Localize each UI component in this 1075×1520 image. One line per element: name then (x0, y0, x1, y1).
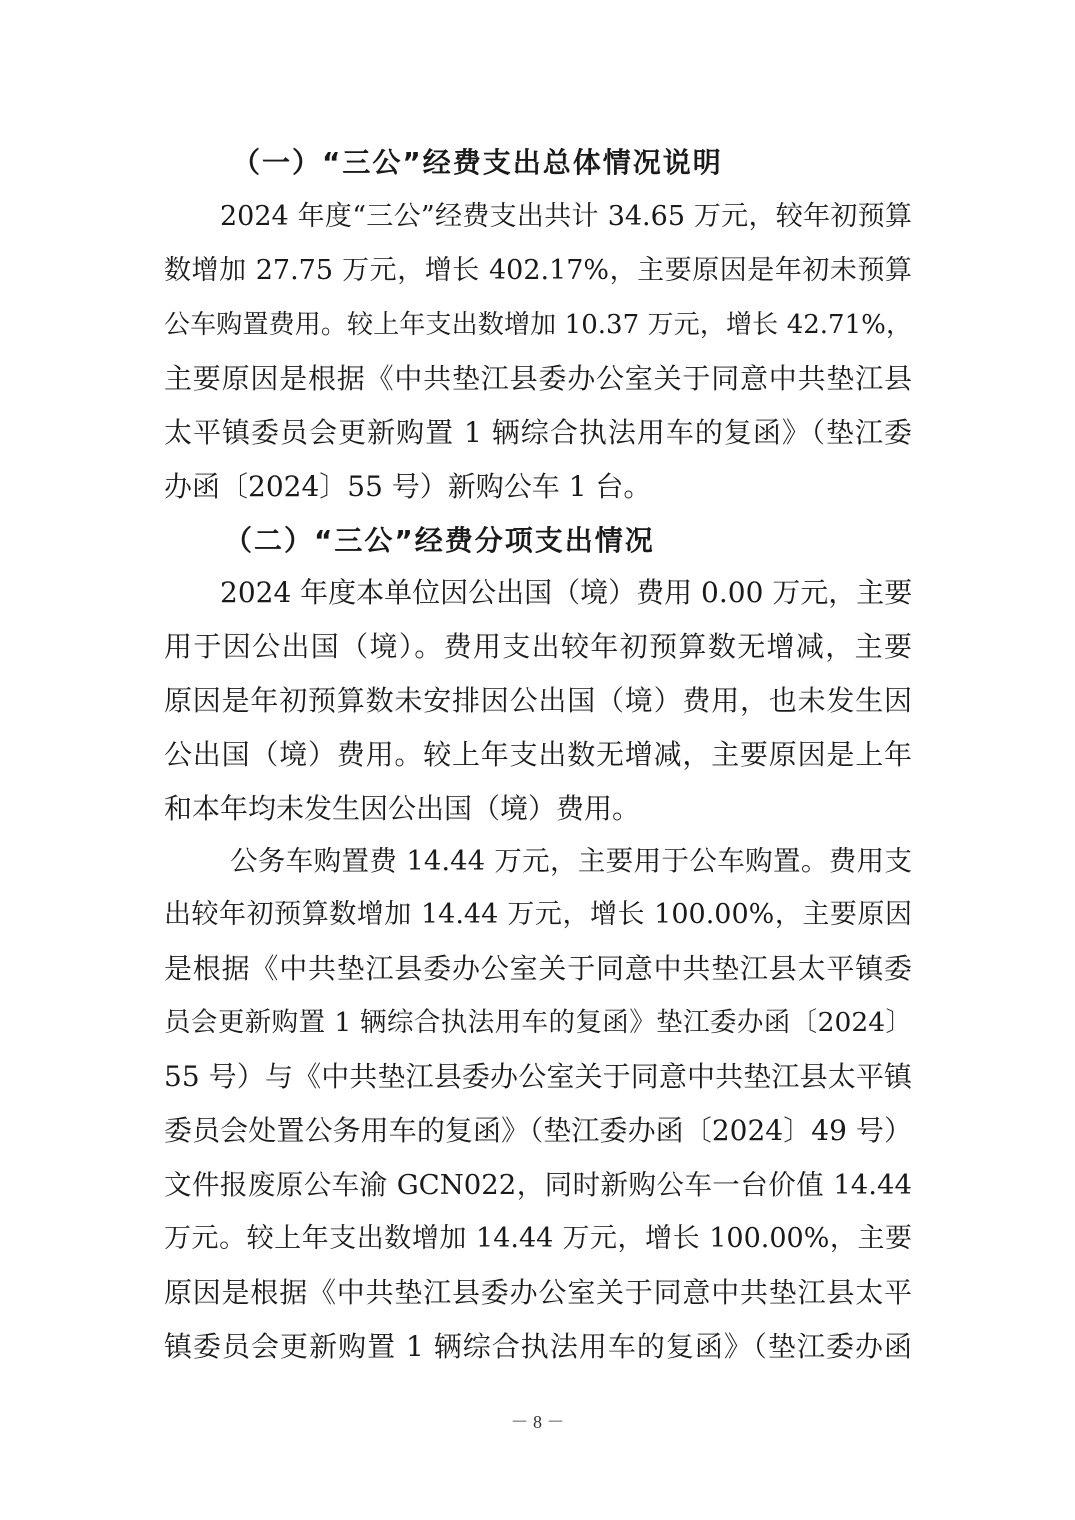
section2-p2-line-9: 原因是根据《中共垫江县委办公室关于同意中共垫江县太平 (164, 1276, 912, 1309)
section2-p1-line-5: 和本年均未发生因公出国（境）费用。 (164, 792, 641, 825)
section1-line-2: 数增加 27.75 万元，增长 402.17%，主要原因是年初未预算 (164, 255, 912, 286)
section2-p1-line-3: 原因是年初预算数未安排因公出国（境）费用，也未发生因 (164, 684, 912, 717)
section2-p2-line-10: 镇委员会更新购置 1 辆综合执法用车的复函》（垫江委办函 (164, 1330, 912, 1363)
section2-p2-line-7: 文件报废原公车渝 GCN022，同时新购公车一台价值 14.44 (164, 1169, 912, 1201)
section1-line-4: 主要原因是根据《中共垫江县委办公室关于同意中共垫江县 (164, 362, 912, 395)
section2-p1-line-2: 用于因公出国（境）。费用支出较年初预算数无增减，主要 (164, 630, 912, 663)
section1-line-6: 办函〔2024〕55 号）新购公车 1 台。 (164, 470, 652, 503)
section1-line-1: 2024 年度“三公”经费支出共计 34.65 万元，较年初预算 (220, 201, 912, 232)
section2-p2-line-3: 是根据《中共垫江县委办公室关于同意中共垫江县太平镇委 (164, 952, 912, 985)
section2-p2-line-4: 员会更新购置 1 辆综合执法用车的复函》垫江委办函〔2024〕 (164, 1007, 912, 1038)
section2-p2-line-1: 公务车购置费 14.44 万元，主要用于公车购置。费用支 (230, 845, 912, 877)
section2-p1-line-1: 2024 年度本单位因公出国（境）费用 0.00 万元，主要 (220, 576, 913, 609)
page-number: － 8 － (510, 1412, 565, 1432)
section2-p2-line-2: 出较年初预算数增加 14.44 万元，增长 100.00%，主要原因 (164, 899, 912, 930)
section2-p2-line-8: 万元。较上年支出数增加 14.44 万元，增长 100.00%，主要 (164, 1223, 912, 1254)
section2-heading: （二）“三公”经费分项支出情况 (224, 524, 655, 557)
section1-heading: （一）“三公”经费支出总体情况说明 (232, 146, 723, 179)
section1-line-3: 公车购置费用。较上年支出数增加 10.37 万元，增长 42.71%， (164, 310, 912, 340)
section2-p1-line-4: 公出国（境）费用。较上年支出数无增减，主要原因是上年 (164, 738, 912, 771)
section2-p2-line-5: 55 号）与《中共垫江县委办公室关于同意中共垫江县太平镇 (164, 1060, 912, 1093)
section1-line-5: 太平镇委员会更新购置 1 辆综合执法用车的复函》（垫江委 (164, 416, 912, 449)
section2-p2-line-6: 委员会处置公务用车的复函》（垫江委办函〔2024〕49 号） (164, 1114, 912, 1147)
